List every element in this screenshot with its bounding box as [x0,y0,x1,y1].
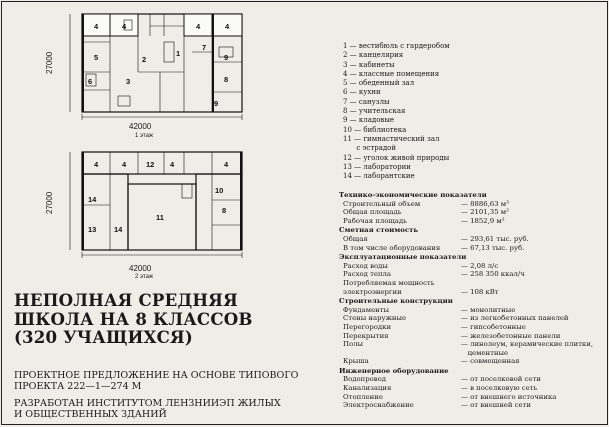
spec-value: — гипсобетонные [461,322,526,331]
legend-item: 4 — классные помещения [343,69,440,78]
floor-1-plan [64,12,244,120]
spec-value: — от внешней сети [461,401,531,410]
spec-row [339,235,604,244]
spec-row [339,270,604,279]
floor-1-width-dimension: 42000 [129,122,152,131]
spec-key [339,349,461,358]
spec-row [339,349,604,358]
spec-key: Электроснабжение [343,401,414,410]
spec-key: Расход воды [343,261,388,270]
floor-2-plan [64,150,244,262]
room-label: 6 [88,77,93,86]
room-label: 4 [196,22,201,31]
floor-2-width-dimension: 42000 [129,264,152,273]
spec-key: Потребляемая мощность [343,278,435,287]
spec-value: — 8886,63 м³ [461,199,509,208]
floor-1-label: 1 этаж [135,133,153,139]
room-label: 9 [214,99,219,108]
legend-item: 9 — кладовые [343,116,395,125]
spec-key: Отопление [343,392,383,401]
spec-value: — 67,13 тыс. руб. [461,243,525,252]
legend-item: 5 — обеденный зал [343,79,415,88]
room-legend [343,42,450,181]
spec-value: цементные [461,348,509,357]
legend-item: 2 — канцелярия [343,51,404,60]
spec-value: — линолеум, керамические плитки, [461,340,594,349]
spec-key: Строительный объем [343,199,421,208]
section-heading: Строительные конструкции [339,297,453,306]
room-label: 12 [146,160,155,169]
title-line: ШКОЛА НА 8 КЛАССОВ [14,308,253,329]
spec-row [339,357,604,366]
spec-key: Рабочая площадь [343,216,407,225]
room-label: 4 [224,160,229,169]
room-label: 11 [156,213,164,222]
spec-key: Расход тепла [343,270,392,279]
section-heading: Технико-экономические показатели [339,191,487,199]
spec-value: — железобетонные панели [461,331,561,340]
spec-row [339,314,604,323]
legend-item: 12 — уголок живой природы [343,153,450,162]
spec-key: Общая [343,234,368,243]
floor-2-height-dimension: 27000 [45,191,54,214]
spec-key: Перекрытия [343,331,389,340]
room-label: 8 [224,75,229,84]
floor-1-height-dimension: 27000 [45,51,54,74]
spec-value: — от поселковой сети [461,375,541,384]
spec-key: Фундаменты [343,305,390,314]
document-page [1,1,608,425]
spec-row [339,306,604,315]
spec-value: — 258 350 ккал/ч [461,270,525,279]
legend-item: 8 — учительская [343,107,406,116]
room-label: 4 [122,160,127,169]
spec-key: Канализация [343,384,392,393]
spec-row [339,244,604,253]
section-heading: Инженерное оборудование [339,366,449,375]
spec-value: — из легкобетонных панелей [461,314,569,323]
room-label: 4 [122,22,127,31]
spec-value [461,279,604,288]
legend-item: 11 — гимнастический зал [343,134,440,143]
title-line: (320 УЧАЩИХСЯ) [14,327,193,347]
legend-item: 10 — библиотека [343,125,407,134]
spec-key: Общая площадь [343,208,402,217]
room-label: 4 [225,22,230,31]
spec-row [339,340,604,349]
spec-key: В том числе оборудования [343,243,441,252]
spec-key: электроэнергии [343,287,402,296]
spec-row [339,323,604,332]
spec-row [339,384,604,393]
room-label: 4 [94,160,99,169]
spec-value: — 1852,9 м² [461,216,505,225]
technical-specs [339,190,604,410]
floor-2-label: 2 этаж [135,274,153,280]
spec-key: Полы [343,340,364,349]
room-label: 14 [114,225,123,234]
legend-item: 13 — лаборатории [343,162,411,171]
spec-row [339,401,604,410]
room-label: 8 [222,206,227,215]
author-line: И ОБЩЕСТВЕННЫХ ЗДАНИЙ [14,408,167,420]
room-label: 4 [94,22,99,31]
legend-item: 7 — санузлы [343,97,390,106]
room-label: 10 [215,186,224,195]
spec-key: Перегородки [343,322,392,331]
spec-value: — монолитные [461,305,516,314]
document-title [14,291,253,347]
proposal-text [14,371,298,392]
room-label: 3 [126,77,131,86]
spec-key: Крыша [343,357,369,366]
proposal-line: ПРОЕКТНОЕ ПРЕДЛОЖЕНИЕ НА ОСНОВЕ ТИПОВОГО [14,370,299,381]
spec-row [339,208,604,217]
spec-value: — 2,08 л/с [461,261,499,270]
spec-row [339,279,604,288]
room-label: 7 [202,43,207,52]
spec-value: — 293,61 тыс. руб. [461,234,529,243]
legend-item: 1 — вестибюль с гардеробом [343,42,450,50]
author-text [14,399,281,420]
room-label: 4 [170,160,175,169]
spec-row [339,288,604,297]
spec-value: — в поселковую сеть [461,384,538,393]
legend-item: 3 — кабинеты [343,60,395,69]
spec-row [339,393,604,402]
spec-key: Стены наружные [343,314,407,323]
room-label: 13 [88,225,97,234]
spec-row [339,200,604,209]
spec-row [339,332,604,341]
proposal-line: ПРОЕКТА 222—1—274 М [14,380,142,392]
legend-item: 14 — лаборантские [343,172,415,181]
section-heading: Эксплуатационные показатели [339,253,467,262]
room-label: 1 [176,49,181,58]
spec-row [339,217,604,226]
spec-row [339,262,604,271]
spec-row [339,375,604,384]
room-label: 14 [88,195,97,204]
author-line: РАЗРАБОТАН ИНСТИТУТОМ ЛЕНЗНИИЭП ЖИЛЫХ [14,398,281,409]
legend-item: 6 — кухни [343,88,381,97]
spec-value: — совмещенная [461,357,520,366]
spec-value: — от внешнего источника [461,392,557,401]
legend-item: с эстрадой [343,144,397,153]
section-heading: Сметная стоимость [339,226,419,235]
spec-key: Водопровод [343,375,387,384]
room-label: 9 [224,53,229,62]
room-label: 5 [94,53,99,62]
room-label: 2 [142,55,147,64]
spec-value: — 2101,35 м² [461,208,509,217]
spec-value: — 108 кВт [461,287,499,296]
title-line: НЕПОЛНАЯ СРЕДНЯЯ [14,290,238,310]
